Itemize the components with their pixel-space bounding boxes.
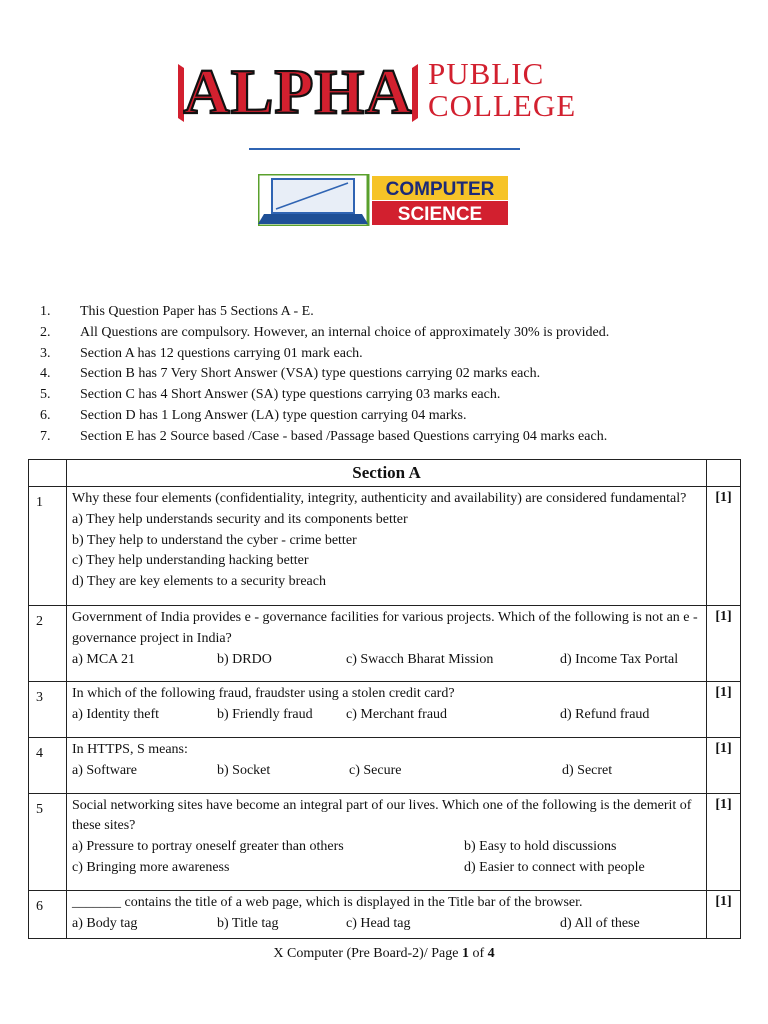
question-text: Why these four elements (confidentiality, integrity, authenticity and availability) are considered fundamental?: [72, 491, 687, 506]
options-row: [72, 858, 701, 879]
options-row: [72, 572, 701, 593]
answer-option: d) Easier to connect with people: [464, 859, 645, 875]
question-row: [29, 737, 741, 793]
question-body: [67, 487, 707, 606]
options-row: [72, 837, 701, 858]
instruction-text: Section E has 2 Source based /Case - based /Passage based Questions carrying 04 marks each.: [80, 428, 608, 444]
alpha-wordmark: ALPHA: [183, 56, 413, 126]
computer-wordmark: COMPUTER: [385, 179, 495, 200]
alpha-logo: [176, 56, 420, 126]
question-body: [67, 793, 707, 890]
answer-option: b) Easy to hold discussions: [464, 839, 617, 855]
answer-option: b) Title tag: [217, 915, 279, 931]
question-text: In which of the following fraud, fraudster using a stolen credit card?: [72, 686, 455, 702]
instruction-text: This Question Paper has 5 Sections A - E.: [80, 304, 314, 319]
instruction-item: [40, 344, 740, 365]
question-number: 6: [29, 890, 67, 939]
answer-option: b) DRDO: [217, 651, 272, 667]
instruction-number: 7.: [40, 428, 51, 444]
instructions-list: [40, 302, 740, 448]
answer-option: a) They help understands security and its components better: [72, 511, 408, 527]
question-text: _______ contains the title of a web page, which is displayed in the Title bar of the browser.: [72, 894, 583, 910]
instruction-text: Section D has 1 Long Answer (LA) type question carrying 04 marks.: [80, 407, 467, 423]
answer-option: b) Friendly fraud: [217, 707, 313, 723]
instruction-number: 1.: [40, 304, 51, 319]
instruction-item: [40, 385, 740, 406]
answer-option: c) They help understanding hacking better: [72, 553, 309, 569]
college-name: [428, 58, 576, 122]
answer-option: d) Income Tax Portal: [560, 651, 679, 667]
options-row: [72, 531, 701, 552]
footer-total: 4: [487, 946, 495, 961]
options-row: [72, 650, 701, 671]
marks-cell: [1]: [707, 890, 741, 939]
answer-option: a) Software: [72, 762, 137, 778]
marks-cell: [1]: [707, 487, 741, 606]
answer-option: b) They help to understand the cyber - crime better: [72, 532, 357, 548]
answer-option: c) Bringing more awareness: [72, 859, 230, 875]
question-table: [28, 459, 741, 939]
question-number: 3: [29, 682, 67, 738]
marks-cell: [1]: [707, 605, 741, 681]
instruction-item: [40, 323, 740, 344]
question-text: Social networking sites have become an integral part of our lives. Which one of the following is the demerit of these sites?: [72, 797, 692, 834]
instruction-item: [40, 427, 740, 448]
answer-option: c) Merchant fraud: [346, 707, 448, 723]
instruction-number: 2.: [40, 324, 51, 340]
answer-option: c) Swacch Bharat Mission: [346, 651, 494, 667]
instruction-number: 4.: [40, 366, 51, 382]
answer-option: a) Identity theft: [72, 707, 160, 723]
footer-prefix: X Computer (Pre Board-2)/ Page: [273, 946, 462, 961]
page-footer: [0, 946, 768, 962]
page-header: [0, 0, 768, 270]
empty-cell: [707, 460, 741, 487]
marks-cell: [1]: [707, 682, 741, 738]
marks-cell: [1]: [707, 737, 741, 793]
question-text: In HTTPS, S means:: [72, 741, 188, 757]
options-row: [72, 761, 701, 782]
question-body: [67, 737, 707, 793]
answer-option: d) All of these: [560, 915, 640, 931]
footer-middle: of: [468, 946, 488, 961]
instruction-number: 3.: [40, 345, 51, 361]
answer-option: a) Pressure to portray oneself greater than others: [72, 839, 344, 855]
instruction-item: [40, 406, 740, 427]
question-text: Government of India provides e - governance facilities for various projects. Which of the following is not an e - governance project in India?: [72, 609, 698, 646]
options-row: [72, 705, 701, 726]
divider-line: [249, 148, 520, 150]
question-number: 4: [29, 737, 67, 793]
instruction-number: 5.: [40, 387, 51, 403]
instruction-item: [40, 364, 740, 385]
options-row: [72, 551, 701, 572]
answer-option: a) MCA 21: [72, 651, 135, 667]
footer-page: 1: [461, 946, 469, 961]
instruction-text: All Questions are compulsory. However, an internal choice of approximately 30% is provided.: [80, 324, 610, 340]
question-row: [29, 682, 741, 738]
instruction-text: Section B has 7 Very Short Answer (VSA) type questions carrying 02 marks each.: [80, 366, 541, 382]
section-header-row: [29, 460, 741, 487]
section-title: Section A: [67, 460, 707, 487]
question-number: 1: [29, 487, 67, 606]
question-body: [67, 682, 707, 738]
question-body: [67, 605, 707, 681]
public-label: PUBLIC: [428, 56, 545, 91]
instruction-item: [40, 302, 740, 323]
answer-option: b) Socket: [217, 762, 271, 778]
answer-option: c) Secure: [349, 762, 402, 778]
answer-option: d) Secret: [562, 762, 613, 778]
answer-option: a) Body tag: [72, 915, 138, 931]
options-row: [72, 914, 701, 935]
question-row: [29, 487, 741, 606]
computer-science-logo: [258, 174, 510, 226]
science-wordmark: SCIENCE: [397, 204, 483, 225]
question-number: 5: [29, 793, 67, 890]
question-row: [29, 793, 741, 890]
instruction-text: Section A has 12 questions carrying 01 mark each.: [80, 345, 363, 361]
instruction-number: 6.: [40, 407, 51, 423]
answer-option: d) They are key elements to a security breach: [72, 574, 326, 590]
answer-option: d) Refund fraud: [560, 707, 650, 723]
marks-cell: [1]: [707, 793, 741, 890]
empty-cell: [29, 460, 67, 487]
question-number: 2: [29, 605, 67, 681]
answer-option: c) Head tag: [346, 915, 411, 931]
question-row: [29, 605, 741, 681]
college-label: COLLEGE: [428, 88, 577, 123]
question-body: [67, 890, 707, 939]
instruction-text: Section C has 4 Short Answer (SA) type questions carrying 03 marks each.: [80, 387, 501, 403]
options-row: [72, 510, 701, 531]
question-row: [29, 890, 741, 939]
